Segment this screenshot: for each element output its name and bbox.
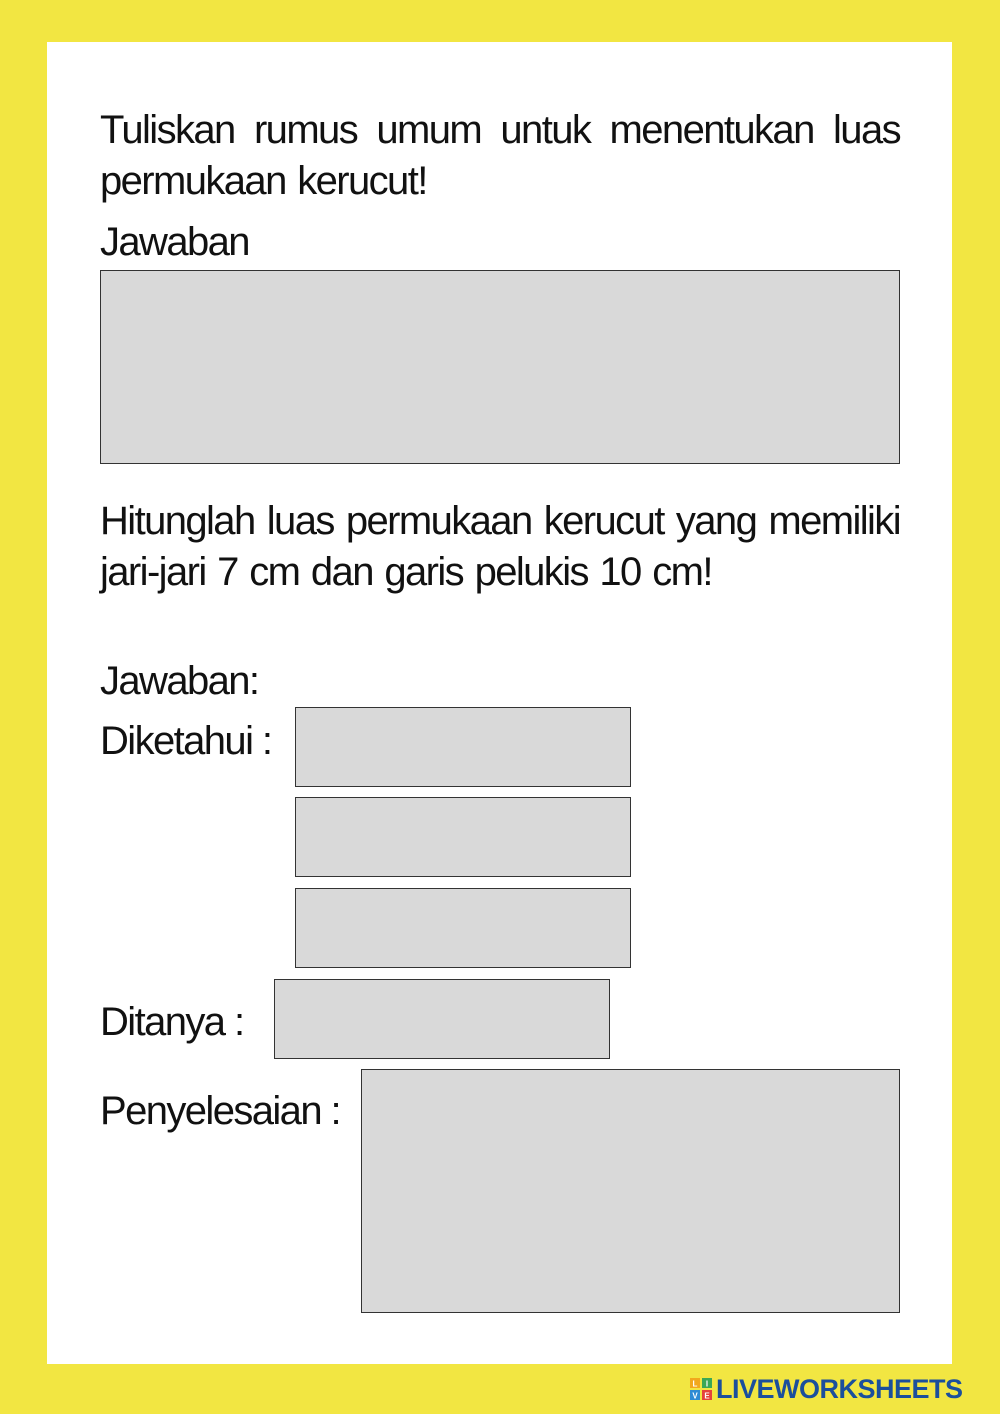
question-2-text: Hitunglah luas permukaan kerucut yang memiliki jari-jari 7 cm dan garis pelukis 10 cm! [100,499,900,594]
question-1-answer-box[interactable] [100,270,900,464]
liveworksheets-brand [690,1374,963,1404]
liveworksheets-brand-text: LIVEWORKSHEETS [716,1374,963,1404]
ditanya-label: Ditanya : [100,1000,244,1044]
penyelesaian-label: Penyelesaian : [100,1089,341,1133]
question-1-answer-label: Jawaban [100,220,249,264]
penyelesaian-answer-box[interactable] [361,1069,900,1313]
svg-text:E: E [704,1391,710,1400]
question-1-text: Tuliskan rumus umum untuk menentukan luas permukaan kerucut! [100,108,900,203]
svg-text:L: L [692,1379,698,1389]
diketahui-input-1[interactable] [295,707,631,787]
liveworksheets-logo-icon [690,1378,712,1400]
ditanya-input[interactable] [274,979,610,1059]
svg-text:V: V [692,1391,698,1400]
question-2-answer-label: Jawaban: [100,659,259,703]
diketahui-label: Diketahui : [100,719,272,763]
diketahui-input-3[interactable] [295,888,631,968]
diketahui-input-2[interactable] [295,797,631,877]
svg-text:I: I [705,1379,709,1389]
